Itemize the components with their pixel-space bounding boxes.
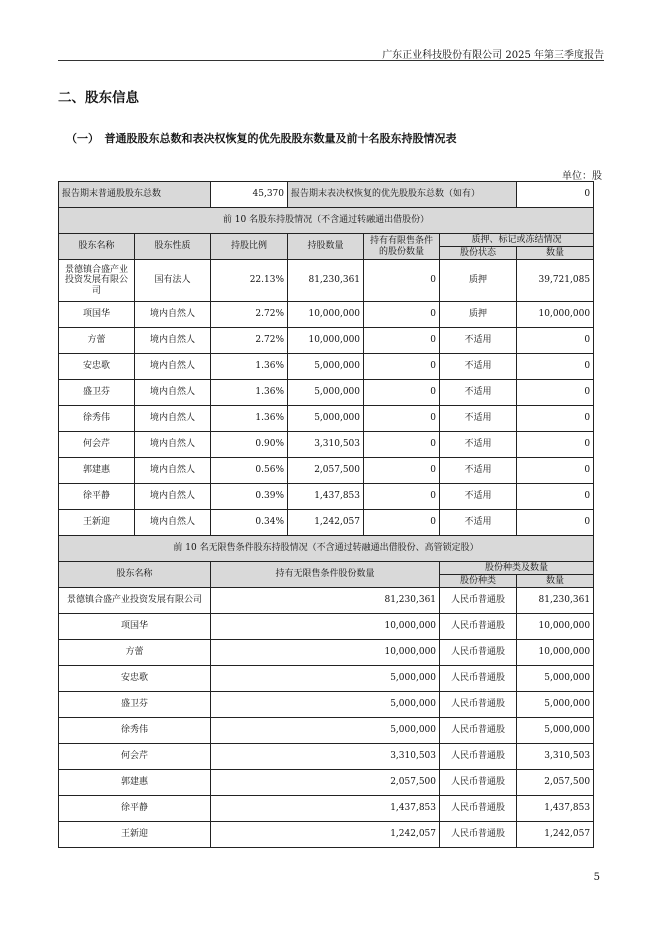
holder-name: 郭建惠: [59, 458, 135, 484]
holder-nature: 境内自然人: [135, 380, 211, 406]
top10-row: [59, 484, 594, 510]
holder-ratio: 22.13%: [211, 260, 288, 302]
unrestricted-name: 何会芹: [59, 744, 211, 770]
unrestricted-type: 人民币普通股: [440, 718, 517, 744]
unrestricted-quantity: 81,230,361: [211, 588, 440, 614]
unrestricted-type: 人民币普通股: [440, 744, 517, 770]
holder-ratio: 1.36%: [211, 380, 288, 406]
unrestricted-qty: 2,057,500: [517, 770, 594, 796]
top10-row: [59, 510, 594, 536]
unrestricted-quantity: 5,000,000: [211, 666, 440, 692]
holder-pledge-status: 不适用: [440, 510, 517, 536]
unrestricted-col-quantity: 持有无限售条件股份数量: [211, 562, 440, 588]
unrestricted-quantity: 1,242,057: [211, 822, 440, 848]
holder-restricted: 0: [364, 328, 440, 354]
holder-pledge-status: 不适用: [440, 328, 517, 354]
unrestricted-name: 王新迎: [59, 822, 211, 848]
unrestricted-name: 徐平静: [59, 796, 211, 822]
holder-ratio: 0.34%: [211, 510, 288, 536]
unrestricted-qty: 10,000,000: [517, 614, 594, 640]
unrestricted-row: [59, 588, 594, 614]
holder-pledge-qty: 0: [517, 328, 594, 354]
preferred-shareholders-label: 报告期末表决权恢复的优先股股东总数（如有）: [288, 182, 517, 208]
unrestricted-name: 盛卫芬: [59, 692, 211, 718]
unrestricted-quantity: 5,000,000: [211, 718, 440, 744]
shareholder-table: [58, 181, 594, 848]
unrestricted-name: 项国华: [59, 614, 211, 640]
unrestricted-type: 人民币普通股: [440, 796, 517, 822]
top10-row: [59, 260, 594, 302]
unrestricted-quantity: 1,437,853: [211, 796, 440, 822]
col-header-quantity: 持股数量: [288, 234, 364, 260]
holder-nature: 境内自然人: [135, 484, 211, 510]
holder-nature: 境内自然人: [135, 458, 211, 484]
col-header-ratio: 持股比例: [211, 234, 288, 260]
holder-restricted: 0: [364, 380, 440, 406]
unrestricted-row: [59, 692, 594, 718]
holder-restricted: 0: [364, 354, 440, 380]
holder-ratio: 0.56%: [211, 458, 288, 484]
holder-quantity: 81,230,361: [288, 260, 364, 302]
unrestricted-type: 人民币普通股: [440, 692, 517, 718]
holder-quantity: 1,242,057: [288, 510, 364, 536]
unrestricted-qty: 1,242,057: [517, 822, 594, 848]
holder-pledge-qty: 39,721,085: [517, 260, 594, 302]
holder-pledge-status: 不适用: [440, 432, 517, 458]
holder-ratio: 2.72%: [211, 328, 288, 354]
unrestricted-type: 人民币普通股: [440, 822, 517, 848]
holder-pledge-status: 不适用: [440, 354, 517, 380]
holder-name: 王新迎: [59, 510, 135, 536]
unrestricted-row: [59, 822, 594, 848]
holder-restricted: 0: [364, 458, 440, 484]
unrestricted-row: [59, 796, 594, 822]
holder-quantity: 2,057,500: [288, 458, 364, 484]
holder-quantity: 3,310,503: [288, 432, 364, 458]
col-header-nature: 股东性质: [135, 234, 211, 260]
holder-quantity: 5,000,000: [288, 406, 364, 432]
holder-pledge-qty: 10,000,000: [517, 302, 594, 328]
unrestricted-row: [59, 770, 594, 796]
top10-row: [59, 380, 594, 406]
holder-name: 项国华: [59, 302, 135, 328]
holder-quantity: 10,000,000: [288, 302, 364, 328]
top10-row: [59, 354, 594, 380]
unrestricted-quantity: 10,000,000: [211, 614, 440, 640]
header-divider: [58, 60, 604, 61]
holder-name: 盛卫芬: [59, 380, 135, 406]
col-header-pledge-group: 质押、标记或冻结情况: [440, 234, 594, 247]
unrestricted-quantity: 2,057,500: [211, 770, 440, 796]
unrestricted-name: 郭建惠: [59, 770, 211, 796]
holder-pledge-qty: 0: [517, 432, 594, 458]
top10-row: [59, 406, 594, 432]
unrestricted-row: [59, 614, 594, 640]
unrestricted-name: 景德镇合盛产业投资发展有限公司: [59, 588, 211, 614]
report-header: 广东正业科技股份有限公司 2025 年第三季度报告: [382, 50, 604, 61]
holder-nature: 境内自然人: [135, 406, 211, 432]
holder-restricted: 0: [364, 510, 440, 536]
unrestricted-type: 人民币普通股: [440, 666, 517, 692]
unrestricted-type: 人民币普通股: [440, 614, 517, 640]
top10-title: 前 10 名股东持股情况（不含通过转融通出借股份）: [59, 208, 594, 234]
top10-row: [59, 432, 594, 458]
holder-restricted: 0: [364, 302, 440, 328]
holder-quantity: 5,000,000: [288, 380, 364, 406]
holder-restricted: 0: [364, 406, 440, 432]
unrestricted-quantity: 3,310,503: [211, 744, 440, 770]
holder-restricted: 0: [364, 484, 440, 510]
holder-restricted: 0: [364, 260, 440, 302]
holder-pledge-qty: 0: [517, 380, 594, 406]
unrestricted-type: 人民币普通股: [440, 640, 517, 666]
unrestricted-name: 安忠歌: [59, 666, 211, 692]
holder-ratio: 1.36%: [211, 406, 288, 432]
section-title: 二、股东信息: [58, 90, 139, 106]
holder-nature: 境内自然人: [135, 510, 211, 536]
holder-nature: 境内自然人: [135, 328, 211, 354]
unrestricted-qty: 1,437,853: [517, 796, 594, 822]
holder-name: 景德镇合盛产业投资发展有限公司: [59, 260, 135, 302]
holder-name: 徐平静: [59, 484, 135, 510]
holder-pledge-status: 不适用: [440, 484, 517, 510]
holder-nature: 境内自然人: [135, 432, 211, 458]
holder-pledge-qty: 0: [517, 484, 594, 510]
holder-name: 方蕾: [59, 328, 135, 354]
holder-pledge-qty: 0: [517, 458, 594, 484]
unrestricted-row: [59, 640, 594, 666]
subsection-title: （一） 普通股股东总数和表决权恢复的优先股股东数量及前十名股东持股情况表: [66, 132, 457, 145]
unit-label: 单位：股: [562, 171, 602, 182]
unrestricted-qty: 10,000,000: [517, 640, 594, 666]
col-header-name: 股东名称: [59, 234, 135, 260]
unrestricted-qty: 5,000,000: [517, 692, 594, 718]
unrestricted-qty: 3,310,503: [517, 744, 594, 770]
unrestricted-col-qty: 数量: [517, 575, 594, 588]
total-shareholders-label: 报告期末普通股股东总数: [59, 182, 211, 208]
holder-quantity: 1,437,853: [288, 484, 364, 510]
holder-ratio: 1.36%: [211, 354, 288, 380]
unrestricted-name: 方蕾: [59, 640, 211, 666]
page-number: 5: [593, 872, 600, 883]
holder-ratio: 2.72%: [211, 302, 288, 328]
holder-nature: 国有法人: [135, 260, 211, 302]
unrestricted-title: 前 10 名无限售条件股东持股情况（不含通过转融通出借股份、高管锁定股）: [59, 536, 594, 562]
unrestricted-row: [59, 744, 594, 770]
unrestricted-quantity: 10,000,000: [211, 640, 440, 666]
unrestricted-row: [59, 718, 594, 744]
holder-pledge-status: 质押: [440, 302, 517, 328]
unrestricted-col-type-group: 股份种类及数量: [440, 562, 594, 575]
col-header-restricted: 持有有限售条件的股份数量: [364, 234, 440, 260]
unrestricted-quantity: 5,000,000: [211, 692, 440, 718]
total-shareholders-value: 45,370: [211, 182, 288, 208]
holder-pledge-status: 不适用: [440, 458, 517, 484]
preferred-shareholders-value: 0: [517, 182, 594, 208]
holder-pledge-status: 质押: [440, 260, 517, 302]
holder-quantity: 10,000,000: [288, 328, 364, 354]
holder-name: 徐秀伟: [59, 406, 135, 432]
unrestricted-qty: 5,000,000: [517, 718, 594, 744]
unrestricted-qty: 5,000,000: [517, 666, 594, 692]
col-header-pledge-qty: 数量: [517, 247, 594, 260]
unrestricted-col-type: 股份种类: [440, 575, 517, 588]
holder-nature: 境内自然人: [135, 354, 211, 380]
top10-row: [59, 458, 594, 484]
unrestricted-name: 徐秀伟: [59, 718, 211, 744]
holder-nature: 境内自然人: [135, 302, 211, 328]
unrestricted-qty: 81,230,361: [517, 588, 594, 614]
holder-pledge-qty: 0: [517, 354, 594, 380]
unrestricted-type: 人民币普通股: [440, 770, 517, 796]
unrestricted-row: [59, 666, 594, 692]
holder-restricted: 0: [364, 432, 440, 458]
col-header-pledge-status: 股份状态: [440, 247, 517, 260]
holder-name: 安忠歌: [59, 354, 135, 380]
unrestricted-col-name: 股东名称: [59, 562, 211, 588]
holder-pledge-qty: 0: [517, 510, 594, 536]
holder-ratio: 0.90%: [211, 432, 288, 458]
top10-row: [59, 302, 594, 328]
unrestricted-type: 人民币普通股: [440, 588, 517, 614]
holder-pledge-status: 不适用: [440, 380, 517, 406]
holder-pledge-status: 不适用: [440, 406, 517, 432]
holder-pledge-qty: 0: [517, 406, 594, 432]
holder-ratio: 0.39%: [211, 484, 288, 510]
holder-name: 何会芹: [59, 432, 135, 458]
holder-quantity: 5,000,000: [288, 354, 364, 380]
top10-row: [59, 328, 594, 354]
